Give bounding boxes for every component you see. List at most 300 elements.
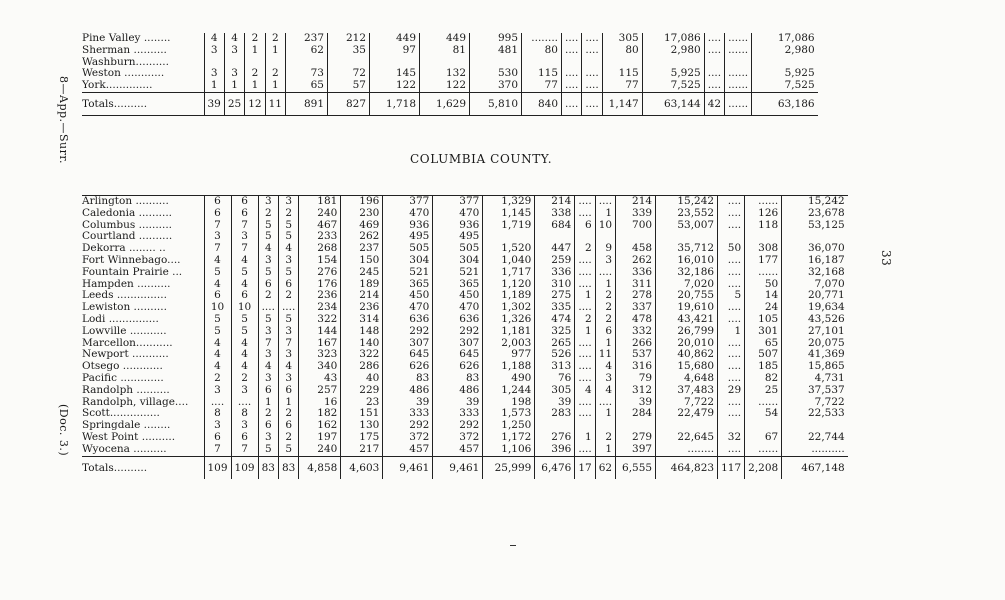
table-cell: 62 [595,456,615,479]
table-cell: 265 [535,338,575,350]
table-cell: 1,120 [483,279,535,291]
table-cell: 144 [299,326,341,338]
table-cell: 1 [265,80,285,92]
table-cell: 197 [299,432,341,444]
table-cell: 1 [575,326,595,338]
table-cell: 936 [383,220,433,232]
row-label: Dekorra ........ .. [82,242,166,255]
table-cell: .... [704,45,724,57]
row-label: Caledonia .......... [82,206,173,219]
table-cell: 1,172 [483,432,535,444]
table-row [82,255,848,267]
table-cell: 6 [204,432,231,444]
table-cell: 7 [231,444,258,456]
table-cell: 1 [718,326,745,338]
page-mark [510,545,516,546]
table-cell: 4 [204,33,224,45]
table-cell: 4 [204,279,231,291]
table-cell: 7 [231,243,258,255]
table-cell: 645 [383,349,433,361]
table-cell: 3 [258,196,278,208]
table-cell: 37,537 [782,385,848,397]
table-cell: .... [258,302,278,314]
table-cell: 312 [616,385,656,397]
table-cell: 2 [265,68,285,80]
row-label: Randolph, village.... [82,395,189,408]
table-cell: .... [562,68,582,80]
table-cell: 470 [383,302,433,314]
table-cell: 35,712 [656,243,718,255]
row-label: Hampden .......... [82,277,171,290]
table-cell: 2,980 [752,45,818,57]
table-cell: 17,086 [642,33,704,45]
table-cell: 16,187 [782,255,848,267]
margin-label-bottom: (Doc. 3.) [57,404,70,457]
table-cell: 7 [231,220,258,232]
table-cell: 2 [595,432,615,444]
table-cell: 3 [258,349,278,361]
table-cell: 7 [204,220,231,232]
table-cell: 2 [595,314,615,326]
table-cell: 336 [535,267,575,279]
table-cell: 83 [278,456,298,479]
table-cell: 11 [265,92,285,115]
table-cell: 521 [433,267,483,279]
table-cell: 5 [718,290,745,302]
row-label: West Point .......... [82,430,176,443]
row-label: Totals.......... [82,456,204,479]
table-cell: 2 [278,290,298,302]
table-cell: 39 [616,397,656,409]
table-cell: 1,629 [420,92,470,115]
table-cell: 50 [718,243,745,255]
table-cell: 304 [383,255,433,267]
table-cell: .... [575,338,595,350]
row-label: Fountain Prairie ... [82,265,183,278]
table-cell: 3 [204,68,224,80]
table-cell: 214 [616,196,656,208]
table-cell: 79 [616,373,656,385]
table-cell: 4 [204,361,231,373]
table-cell: 132 [420,68,470,80]
table-cell: 42 [704,92,724,115]
table-cell: 470 [383,208,433,220]
table-cell: 5 [231,267,258,279]
table-cell: 1,719 [483,220,535,232]
table-cell: 995 [470,33,522,45]
table-cell: .... [562,92,582,115]
table-cell: 339 [616,208,656,220]
table-cell: 11 [595,349,615,361]
table-cell: 526 [535,349,575,361]
row-label: Sherman .......... [82,43,167,56]
table-cell: 4 [231,361,258,373]
table-cell: 105 [745,314,782,326]
table-cell: .... [204,397,231,409]
table-cell: .... [582,68,602,80]
table-cell: 1,145 [483,208,535,220]
table-cell: 3 [258,326,278,338]
table-cell: .... [575,267,595,279]
table-cell: ...... [725,92,752,115]
table-cell: 467 [299,220,341,232]
table-cell: 301 [745,326,782,338]
table-cell: 5,925 [642,68,704,80]
table-cell: 181 [299,196,341,208]
table-cell: 626 [383,361,433,373]
table-cell: 10 [204,302,231,314]
table-cell: 4,731 [782,373,848,385]
table-cell: 1 [278,397,298,409]
table-cell: 9 [595,243,615,255]
table-cell: 214 [535,196,575,208]
row-label: Lodi ............... [82,312,159,325]
table-cell: 1,326 [483,314,535,326]
table-cell: 505 [433,243,483,255]
table-cell: 507 [745,349,782,361]
table-cell: 39 [535,397,575,409]
table-cell: .... [575,196,595,208]
table-cell: 4 [224,33,244,45]
table-cell: 365 [433,279,483,291]
table-cell: 5 [278,220,298,232]
table-cell: 7,722 [656,397,718,409]
table-cell: 3 [278,326,298,338]
table-cell: 22,645 [656,432,718,444]
table-cell: 5 [278,231,298,243]
table-cell: 15,242 [656,196,718,208]
table-cell: 3 [278,349,298,361]
table-cell: 77 [602,80,642,92]
table-cell: .... [575,361,595,373]
table-cell: 3 [224,68,244,80]
table-cell: 23,552 [656,208,718,220]
table-cell: 268 [299,243,341,255]
table-cell: 636 [433,314,483,326]
row-label: Newport ........... [82,348,169,361]
table-cell: 9,461 [433,456,483,479]
table-cell: 2,980 [642,45,704,57]
table-cell: 5 [278,267,298,279]
total-row [82,456,848,479]
table-cell: 5,925 [752,68,818,80]
table-cell: .... [575,279,595,291]
table-cell: 5 [258,220,278,232]
table-cell: 464,823 [656,456,718,479]
table-cell: 22,744 [782,432,848,444]
table-cell: 39 [204,92,224,115]
table-cell: 311 [616,279,656,291]
table-cell: 6 [231,432,258,444]
table-cell: .... [718,373,745,385]
table-cell: .... [595,267,615,279]
table-bottom [82,195,848,479]
table-cell: 1 [595,408,615,420]
table-cell: 4 [231,279,258,291]
table-cell: 3 [231,385,258,397]
table-cell: 189 [341,279,383,291]
table-cell: 4 [231,338,258,350]
table-cell: 145 [370,68,420,80]
table-row [82,267,848,279]
row-label: Marcellon........... [82,336,173,349]
table-cell: 29 [718,385,745,397]
table-cell: 10 [595,220,615,232]
table-cell: 396 [535,444,575,456]
table-cell: 365 [383,279,433,291]
table-cell: ...... [745,267,782,279]
table-cell: 1 [245,45,265,57]
table-cell: ...... [745,397,782,409]
table-cell: 162 [299,420,341,432]
table-cell: 83 [383,373,433,385]
table-cell: 240 [299,208,341,220]
table-cell: 63,144 [642,92,704,115]
table-cell: 182 [299,408,341,420]
table-cell: .... [231,397,258,409]
table-row [82,432,848,444]
table-cell: 305 [602,33,642,45]
table-cell: 177 [745,255,782,267]
table-cell: .... [575,373,595,385]
table-cell: 20,010 [656,338,718,350]
table-cell: 292 [433,326,483,338]
table-cell: 237 [341,243,383,255]
table-cell: 481 [470,45,522,57]
table-cell: .... [704,68,724,80]
table-cell: 36,070 [782,243,848,255]
table-cell: 196 [341,196,383,208]
table-cell: 1,106 [483,444,535,456]
table-cell: 276 [299,267,341,279]
row-label: Wyocena .......... [82,442,167,455]
table-cell: 5 [204,267,231,279]
row-label: Fort Winnebago.... [82,253,181,266]
table-cell: 23 [341,397,383,409]
table-cell: .... [718,196,745,208]
table-cell: 7,525 [752,80,818,92]
table-cell: .... [718,267,745,279]
table-row [82,444,848,456]
table-cell: 39 [383,397,433,409]
table-cell: .... [575,408,595,420]
row-label: Randolph .......... [82,383,170,396]
table-cell: 5 [278,444,298,456]
table-cell: 25 [745,385,782,397]
table-cell: 1 [204,80,224,92]
table-cell: 377 [433,196,483,208]
table-cell: 372 [383,432,433,444]
table-cell: 4 [595,361,615,373]
table-cell: 6,555 [616,456,656,479]
table-cell: 5 [204,326,231,338]
table-cell: .... [582,45,602,57]
table-cell: ...... [745,196,782,208]
table-cell: 1,329 [483,196,535,208]
table-cell: 16,010 [656,255,718,267]
table-cell: 636 [383,314,433,326]
table-cell: 537 [616,349,656,361]
table-cell: .... [718,349,745,361]
table-cell: 6 [231,290,258,302]
table-cell: 40,862 [656,349,718,361]
table-cell: 700 [616,220,656,232]
table-cell: .... [562,45,582,57]
table-cell: .... [718,302,745,314]
table-cell: 3 [204,385,231,397]
table-cell: 76 [535,373,575,385]
table-cell: 7,020 [656,279,718,291]
table-cell: 5 [258,267,278,279]
table-cell: 77 [522,80,562,92]
table-cell: 109 [231,456,258,479]
county-heading: COLUMBIA COUNTY. [410,152,553,166]
table-cell: 3 [204,45,224,57]
table-cell: .... [718,208,745,220]
table-cell: 1 [595,338,615,350]
table-cell: 2 [575,243,595,255]
table-cell: 372 [433,432,483,444]
table-cell: 82 [745,373,782,385]
table-cell: 212 [328,33,370,45]
table-cell: 20,771 [782,290,848,302]
table-cell: 2 [278,208,298,220]
table-cell: .... [704,80,724,92]
table-cell: .... [582,33,602,45]
table-cell: ...... [725,45,752,57]
table-cell: 377 [383,196,433,208]
table-cell: 6 [278,279,298,291]
table-cell: 626 [433,361,483,373]
table-cell: 1,147 [602,92,642,115]
table-cell: 304 [433,255,483,267]
table-cell: 2 [231,373,258,385]
table-cell: 12 [245,92,265,115]
table-cell: 16 [299,397,341,409]
row-label: Pacific ............. [82,371,164,384]
table-cell: 292 [383,420,433,432]
table-cell: 1 [575,432,595,444]
table-cell: .... [718,444,745,456]
table-cell: 57 [328,80,370,92]
table-cell: 458 [616,243,656,255]
table-cell: 19,634 [782,302,848,314]
table-cell: 15,680 [656,361,718,373]
table-cell: 457 [383,444,433,456]
table-cell: 6 [258,279,278,291]
row-label: Lewiston .......... [82,301,167,314]
table-cell: ...... [745,444,782,456]
table-cell: 8 [204,408,231,420]
table-cell: 530 [470,68,522,80]
table-cell: 4 [575,385,595,397]
table-cell: 4 [204,349,231,361]
table-cell: 1,717 [483,267,535,279]
table-cell: 2 [258,208,278,220]
table-cell: 27,101 [782,326,848,338]
table-cell: 308 [745,243,782,255]
table-cell: 370 [470,80,522,92]
margin-label-top: 8—App.—Surr. [57,76,70,164]
row-label: Weston ............ [82,67,165,80]
table-cell: .... [575,255,595,267]
table-cell: 4,603 [341,456,383,479]
table-cell: 1,250 [483,420,535,432]
table-cell: 891 [286,92,328,115]
table-cell: 305 [535,385,575,397]
table-cell: 333 [433,408,483,420]
table-cell: 2,003 [483,338,535,350]
table-cell: 1 [595,208,615,220]
table-row [82,373,848,385]
table-cell: 63,186 [752,92,818,115]
table-cell: 332 [616,326,656,338]
table-cell: 236 [299,290,341,302]
table-cell: .......... [782,444,848,456]
table-cell: 167 [299,338,341,350]
table-cell: 1 [595,279,615,291]
table-cell: 322 [299,314,341,326]
table-cell: 316 [616,361,656,373]
table-cell: 307 [433,338,483,350]
table-cell: 14 [745,290,782,302]
table-cell: 65 [745,338,782,350]
table-cell: 257 [299,385,341,397]
table-cell: 236 [341,302,383,314]
table-cell: 333 [383,408,433,420]
table-cell: 3 [258,255,278,267]
table-cell: 6 [231,208,258,220]
table-cell: 122 [370,80,420,92]
table-cell: 2 [245,33,265,45]
table-cell: 276 [535,432,575,444]
table-cell: 234 [299,302,341,314]
table-cell: 457 [433,444,483,456]
row-label: Columbus .......... [82,218,173,231]
table-row [82,208,848,220]
table-cell: 53,007 [656,220,718,232]
table-cell: .... [718,361,745,373]
table-cell: 65 [286,80,328,92]
table-cell: 449 [370,33,420,45]
table-cell: 1,573 [483,408,535,420]
table-cell: 1,718 [370,92,420,115]
table-cell: 1,520 [483,243,535,255]
table-cell: 447 [535,243,575,255]
table-cell: 1 [258,397,278,409]
table-cell: 198 [483,397,535,409]
table-cell: 25,999 [483,456,535,479]
table-cell: 6 [231,196,258,208]
table-cell: 5,810 [470,92,522,115]
table-cell: 310 [535,279,575,291]
table-cell: 4 [231,255,258,267]
table-cell: 40 [341,373,383,385]
table-cell: 5 [231,314,258,326]
table-cell: 278 [616,290,656,302]
table-cell: 17 [575,456,595,479]
table-cell: 230 [341,208,383,220]
table-cell: ...... [725,33,752,45]
table-cell: 827 [328,92,370,115]
table-cell: 35 [328,45,370,57]
table-cell: 325 [535,326,575,338]
table-cell: 7 [204,444,231,456]
table-cell: 4 [278,243,298,255]
table-cell: 245 [341,267,383,279]
table-cell: 1,188 [483,361,535,373]
table-cell: 22,479 [656,408,718,420]
